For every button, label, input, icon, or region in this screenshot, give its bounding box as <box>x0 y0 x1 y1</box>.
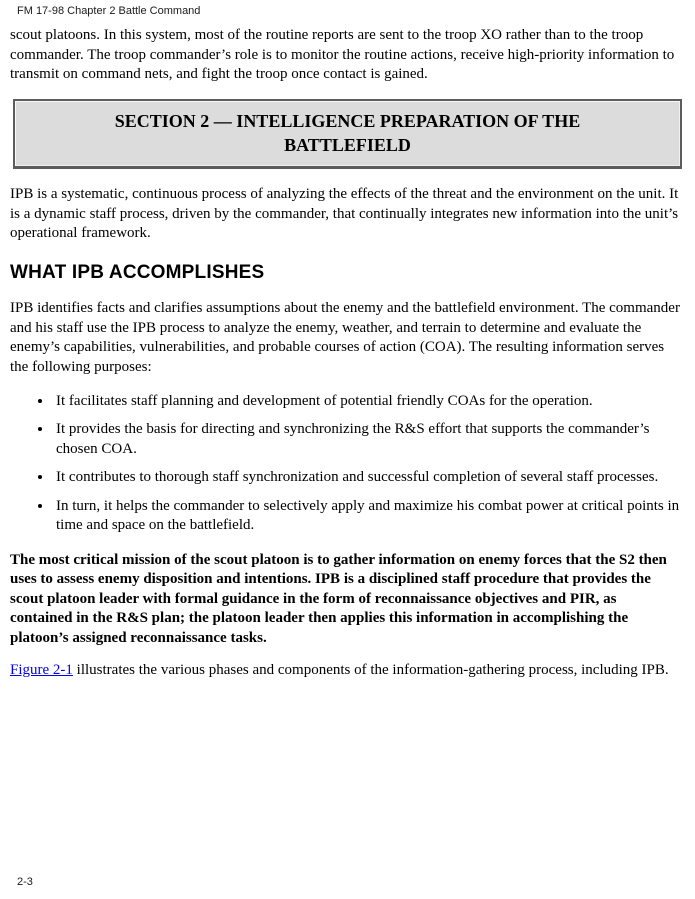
section-title: SECTION 2 — INTELLIGENCE PREPARATION OF THE BATTLEFIELD <box>114 110 581 156</box>
document-header: FM 17-98 Chapter 2 Battle Command <box>17 5 201 17</box>
section-header-box <box>13 99 682 169</box>
list-item: • It facilitates staff planning and development of potential friendly COAs for the operation. <box>53 392 685 412</box>
paragraph-critical-mission: The most critical mission of the scout platoon is to gather information on enemy forces that the S2 then uses to assess enemy disposition and intentions. IPB is a disciplined staff procedure that provides the scout platoon leader with formal guidance in the form of reconnaissance objectives and PIR, as contained in the R&S plan; the platoon leader then applies this information in accomplishing the platoon’s assigned reconnaissance tasks. <box>10 551 667 646</box>
paragraph-figure-reference <box>10 661 685 681</box>
list-item: • It contributes to thorough staff synchronization and successful completion of several staff processes. <box>53 468 685 488</box>
figure-2-1-link[interactable]: Figure 2-1 <box>10 662 73 679</box>
paragraph-ipb-definition: IPB is a systematic, continuous process of analyzing the effects of the threat and the environment on the unit. It is a dynamic staff process, driven by the commander, that continually integrates new information into the unit’s operational framework. <box>10 186 679 242</box>
list-item: • It provides the basis for directing and synchronizing the R&S effort that supports the commander’s chosen COA. <box>53 420 685 459</box>
paragraph-ipb-purpose: IPB identifies facts and clarifies assumptions about the enemy and the battlefield environment. The commander and his staff use the IPB process to analyze the enemy, weather, and terrain to determine and evaluate the enemy’s capabilities, vulnerabilities, and probable courses of action (COA). The resulting information serves the following purposes: <box>10 300 680 375</box>
page-number: 2-3 <box>17 876 33 888</box>
figure-reference-text: illustrates the various phases and components of the information-gathering process, including IPB. <box>72 662 669 679</box>
heading-what-ipb-accomplishes: WHAT IPB ACCOMPLISHES <box>10 262 265 284</box>
purpose-list <box>10 392 685 536</box>
paragraph-intro-continued: scout platoons. In this system, most of the routine reports are sent to the troop XO rather than to the troop commander. The troop commander’s role is to monitor the routine actions, receive high-priority information to transmit on command nets, and fight the troop once contact is gained. <box>10 27 675 83</box>
list-item: • In turn, it helps the commander to selectively apply and maximize his combat power at critical points in time and space on the battlefield. <box>53 497 685 536</box>
